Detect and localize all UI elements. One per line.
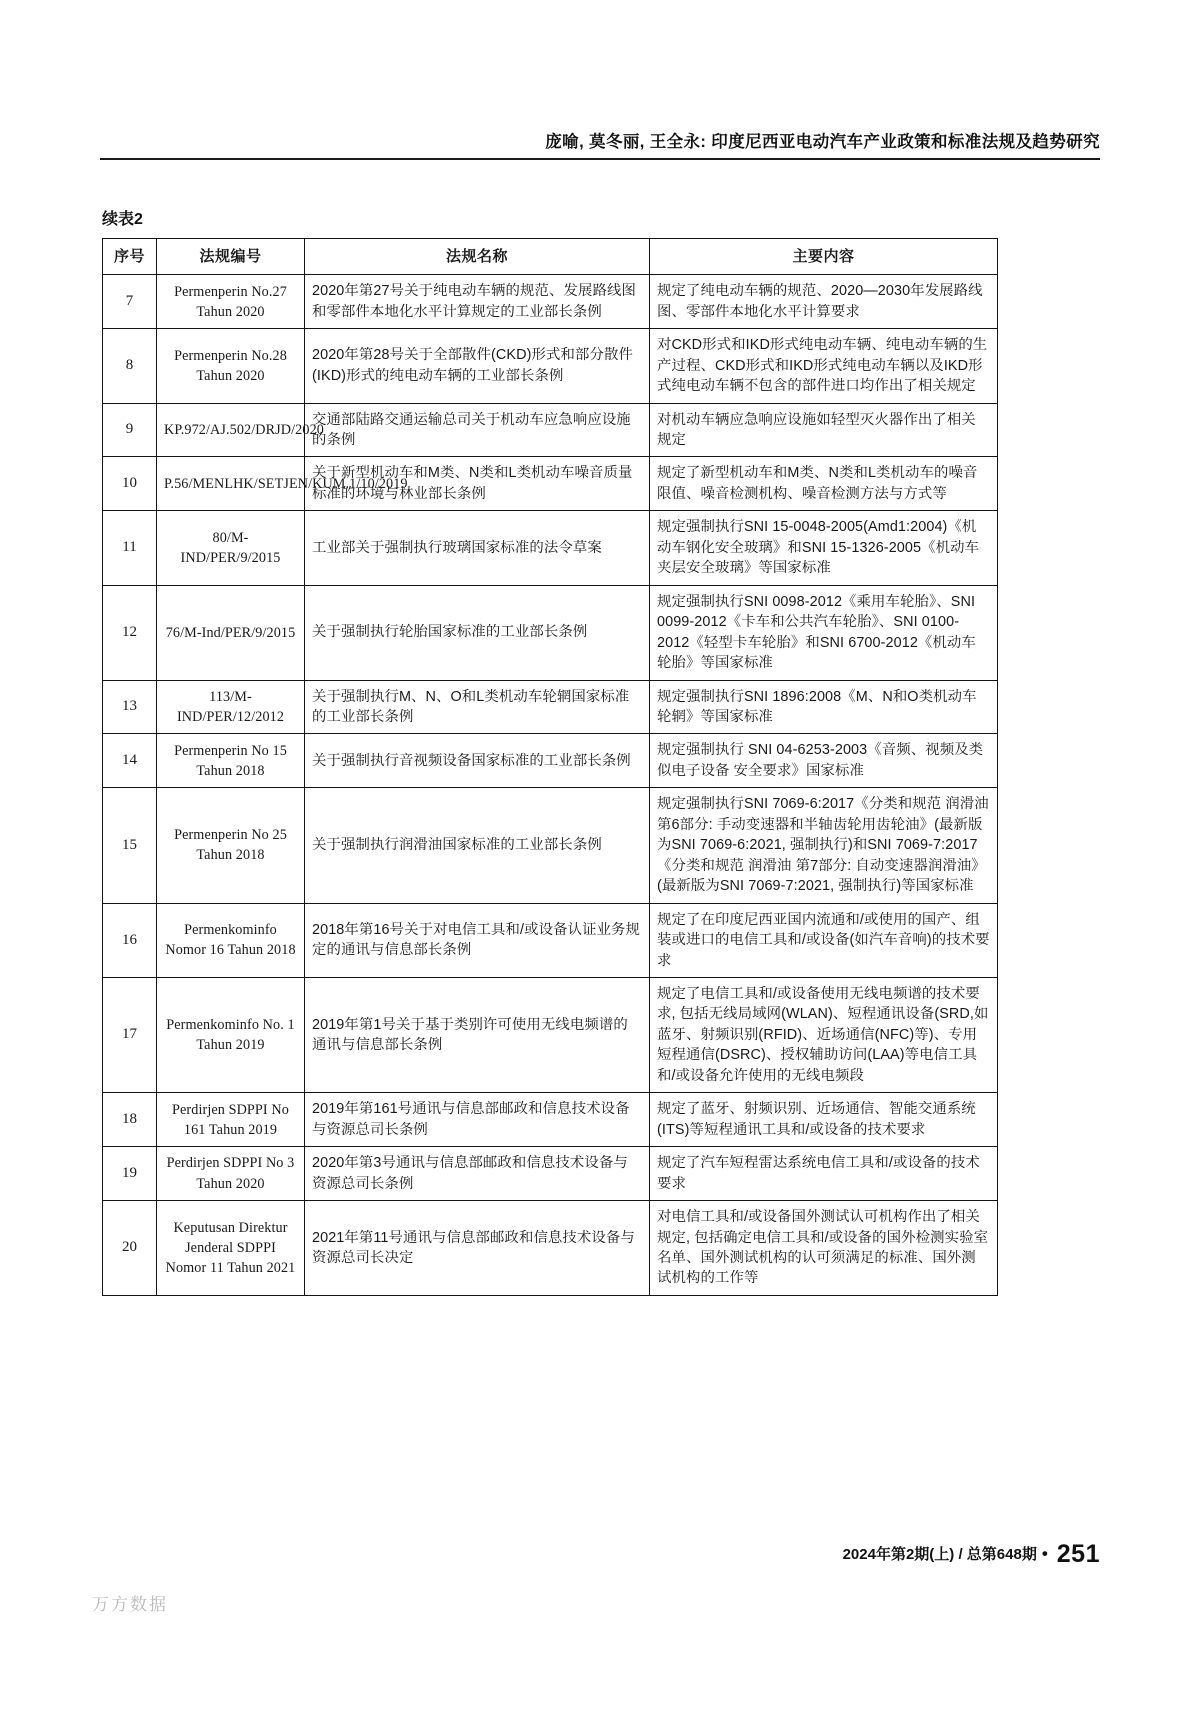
- cell-index: 19: [103, 1147, 157, 1201]
- cell-content: 规定了纯电动车辆的规范、2020—2030年发展路线图、零部件本地化水平计算要求: [650, 275, 998, 329]
- cell-content: 对机动车辆应急响应设施如轻型灭火器作出了相关规定: [650, 403, 998, 457]
- cell-code: Permenperin No 15 Tahun 2018: [157, 734, 305, 788]
- table-row: [103, 1147, 998, 1201]
- footer-separator: •: [1041, 1544, 1048, 1563]
- cell-name: 2021年第11号通讯与信息部邮政和信息技术设备与资源总司长决定: [305, 1201, 650, 1296]
- cell-code: P.56/MENLHK/SETJEN/KUM.1/10/2019: [157, 457, 305, 511]
- cell-index: 11: [103, 511, 157, 585]
- cell-name: 2019年第1号关于基于类别许可使用无线电频谱的通讯与信息部长条例: [305, 977, 650, 1092]
- regulations-table: [102, 238, 998, 1296]
- running-head: 庞喻, 莫冬丽, 王全永: 印度尼西亚电动汽车产业政策和标准法规及趋势研究: [545, 133, 1100, 151]
- table-body: [103, 275, 998, 1296]
- table-row: [103, 903, 998, 977]
- watermark-label: 万方数据: [92, 1595, 168, 1614]
- cell-name: 2020年第28号关于全部散件(CKD)形式和部分散件(IKD)形式的纯电动车辆的工业部长条例: [305, 329, 650, 403]
- table-caption: 续表2: [102, 211, 143, 228]
- table-header-row: [103, 239, 998, 275]
- table-row: [103, 511, 998, 585]
- table-row: [103, 977, 998, 1092]
- cell-index: 7: [103, 275, 157, 329]
- cell-code: Perdirjen SDPPI No 161 Tahun 2019: [157, 1093, 305, 1147]
- table-row: [103, 403, 998, 457]
- cell-content: 规定强制执行SNI 15-0048-2005(Amd1:2004)《机动车钢化安全玻璃》和SNI 15-1326-2005《机动车夹层安全玻璃》等国家标准: [650, 511, 998, 585]
- cell-index: 18: [103, 1093, 157, 1147]
- cell-code: 80/M-IND/PER/9/2015: [157, 511, 305, 585]
- cell-name: 关于强制执行M、N、O和L类机动车轮辋国家标准的工业部长条例: [305, 680, 650, 734]
- cell-content: 规定强制执行SNI 0098-2012《乘用车轮胎》、SNI 0099-2012《卡车和公共汽车轮胎》、SNI 0100-2012《轻型卡车轮胎》和SNI 6700-2012《机动车轮胎》等国家标准: [650, 585, 998, 680]
- cell-index: 16: [103, 903, 157, 977]
- footer-issue: 2024年第2期(上) / 总第648期: [842, 1546, 1037, 1563]
- column-header-name: 法规名称: [305, 239, 650, 275]
- cell-name: 2020年第27号关于纯电动车辆的规范、发展路线图和零部件本地化水平计算规定的工业部长条例: [305, 275, 650, 329]
- cell-name: 2019年第161号通讯与信息部邮政和信息技术设备与资源总司长条例: [305, 1093, 650, 1147]
- cell-name: 工业部关于强制执行玻璃国家标准的法令草案: [305, 511, 650, 585]
- cell-content: 对电信工具和/或设备国外测试认可机构作出了相关规定, 包括确定电信工具和/或设备的国外检测实验室名单、国外测试机构的认可须满足的标准、国外测试机构的工作等: [650, 1201, 998, 1296]
- cell-index: 13: [103, 680, 157, 734]
- table-row: [103, 275, 998, 329]
- cell-index: 15: [103, 788, 157, 903]
- table-row: [103, 788, 998, 903]
- table-row: [103, 1201, 998, 1296]
- cell-index: 9: [103, 403, 157, 457]
- cell-content: 规定了新型机动车和M类、N类和L类机动车的噪音限值、噪音检测机构、噪音检测方法与方式等: [650, 457, 998, 511]
- cell-index: 20: [103, 1201, 157, 1296]
- cell-content: 对CKD形式和IKD形式纯电动车辆、纯电动车辆的生产过程、CKD形式和IKD形式纯电动车辆以及IKD形式纯电动车辆不包含的部件进口均作出了相关规定: [650, 329, 998, 403]
- page-number: 251: [1056, 1540, 1100, 1568]
- cell-content: 规定了蓝牙、射频识别、近场通信、智能交通系统(ITS)等短程通讯工具和/或设备的技术要求: [650, 1093, 998, 1147]
- cell-index: 10: [103, 457, 157, 511]
- cell-index: 17: [103, 977, 157, 1092]
- column-header-index: 序号: [103, 239, 157, 275]
- cell-name: 2018年第16号关于对电信工具和/或设备认证业务规定的通讯与信息部长条例: [305, 903, 650, 977]
- table-row: [103, 734, 998, 788]
- page-footer: [843, 1540, 1100, 1569]
- table-row: [103, 457, 998, 511]
- cell-code: Permenkominfo Nomor 16 Tahun 2018: [157, 903, 305, 977]
- table-row: [103, 1093, 998, 1147]
- cell-name: 关于强制执行润滑油国家标准的工业部长条例: [305, 788, 650, 903]
- cell-content: 规定强制执行 SNI 04-6253-2003《音频、视频及类似电子设备 安全要求》国家标准: [650, 734, 998, 788]
- cell-code: Permenperin No 25 Tahun 2018: [157, 788, 305, 903]
- cell-index: 8: [103, 329, 157, 403]
- cell-index: 12: [103, 585, 157, 680]
- table-row: [103, 585, 998, 680]
- cell-code: 76/M-Ind/PER/9/2015: [157, 585, 305, 680]
- cell-code: Permenperin No.28 Tahun 2020: [157, 329, 305, 403]
- cell-code: Permenkominfo No. 1 Tahun 2019: [157, 977, 305, 1092]
- cell-code: 113/M-IND/PER/12/2012: [157, 680, 305, 734]
- cell-code: Keputusan Direktur Jenderal SDPPI Nomor 11 Tahun 2021: [157, 1201, 305, 1296]
- cell-content: 规定了汽车短程雷达系统电信工具和/或设备的技术要求: [650, 1147, 998, 1201]
- cell-code: Permenperin No.27 Tahun 2020: [157, 275, 305, 329]
- cell-name: 关于强制执行音视频设备国家标准的工业部长条例: [305, 734, 650, 788]
- cell-content: 规定强制执行SNI 1896:2008《M、N和O类机动车轮辋》等国家标准: [650, 680, 998, 734]
- cell-name: 关于强制执行轮胎国家标准的工业部长条例: [305, 585, 650, 680]
- cell-code: Perdirjen SDPPI No 3 Tahun 2020: [157, 1147, 305, 1201]
- cell-name: 交通部陆路交通运输总司关于机动车应急响应设施的条例: [305, 403, 650, 457]
- cell-content: 规定强制执行SNI 7069-6:2017《分类和规范 润滑油 第6部分: 手动变速器和半轴齿轮用齿轮油》(最新版为SNI 7069-6:2021, 强制执行)和SNI 7069-7:2017《分类和规范 润滑油 第7部分: 自动变速器润滑油》(最新版为SNI 7069-7:2021, 强制执行)等国家标准: [650, 788, 998, 903]
- cell-index: 14: [103, 734, 157, 788]
- table-head: [103, 239, 998, 275]
- cell-content: 规定了在印度尼西亚国内流通和/或使用的国产、组装或进口的电信工具和/或设备(如汽车音响)的技术要求: [650, 903, 998, 977]
- cell-name: 2020年第3号通讯与信息部邮政和信息技术设备与资源总司长条例: [305, 1147, 650, 1201]
- table-row: [103, 329, 998, 403]
- cell-code: KP.972/AJ.502/DRJD/2020: [157, 403, 305, 457]
- table-row: [103, 680, 998, 734]
- cell-content: 规定了电信工具和/或设备使用无线电频谱的技术要求, 包括无线局域网(WLAN)、短程通讯设备(SRD,如蓝牙、射频识别(RFID)、近场通信(NFC)等)、专用短程通信(DSRC)、授权辅助访问(LAA)等电信工具和/或设备允许使用的无线电频段: [650, 977, 998, 1092]
- column-header-code: 法规编号: [157, 239, 305, 275]
- column-header-main: 主要内容: [650, 239, 998, 275]
- regulations-table-wrapper: [102, 238, 997, 1296]
- running-head-rule: [100, 158, 1100, 160]
- cell-name: 关于新型机动车和M类、N类和L类机动车噪音质量标准的环境与林业部长条例: [305, 457, 650, 511]
